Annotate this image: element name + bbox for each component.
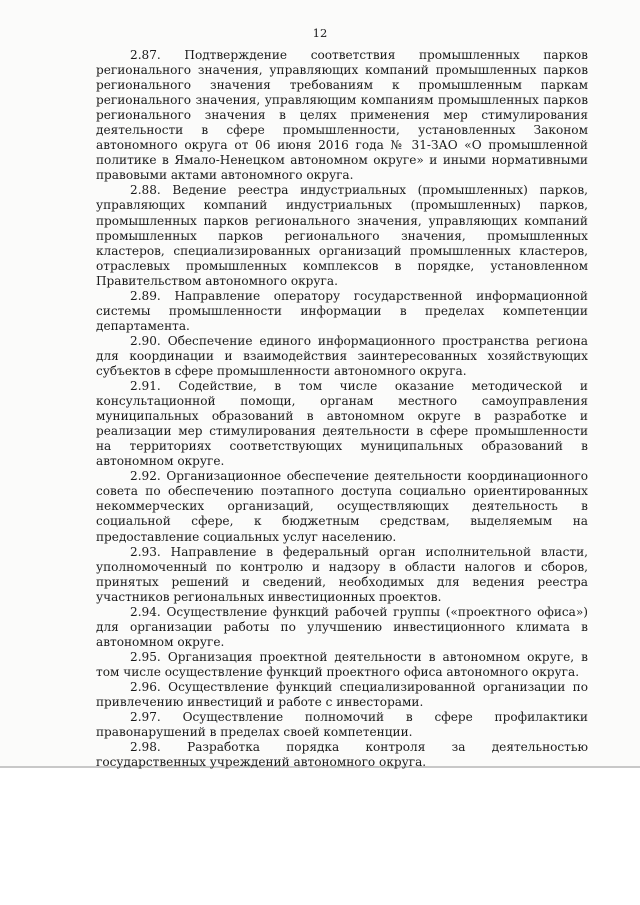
paragraph-number: 2.92. bbox=[130, 469, 161, 484]
paragraph-2-90 bbox=[96, 334, 588, 379]
paragraph-text: Организационное обеспечение деятельности координационного совета по обеспечению поэтапного доступа социально ориентированных некоммерческих организаций, осуществляющих деятельность в социальной сфере, к бюджетным средствам, выделяемым на предоставление социальных услуг населению. bbox=[96, 469, 588, 544]
paragraph-text: Ведение реестра индустриальных (промышленных) парков, управляющих компаний индустриальных (промышленных) парков, промышленных парков регионального значения, управляющих компаний промышленных парков регионального значения, промышленных кластеров, специализированных организаций промышленных кластеров, отраслевых промышленных комплексов в порядке, установленном Правительством автономного округа. bbox=[96, 183, 588, 288]
paragraph-2-96 bbox=[96, 680, 588, 710]
document-body bbox=[96, 48, 588, 770]
paragraph-text: Организация проектной деятельности в автономном округе, в том числе осуществление функций проектного офиса автономного округа. bbox=[96, 649, 588, 679]
paragraph-text: Осуществление функций рабочей группы («проектного офиса») для организации работы по улучшению инвестиционного климата в автономном округе. bbox=[96, 604, 588, 649]
paragraph-number: 2.87. bbox=[130, 48, 161, 62]
paragraph-2-95 bbox=[96, 650, 588, 680]
page-number: 12 bbox=[312, 26, 328, 40]
paragraph-text: Направление в федеральный орган исполнительной власти, уполномоченный по контролю и надзору в области налогов и сборов, принятых решений и сведений, необходимых для ведения реестра участников региональных инвестиционных проектов. bbox=[96, 544, 588, 604]
paragraph-2-87 bbox=[96, 48, 588, 183]
paragraph-number: 2.95. bbox=[130, 649, 161, 664]
paragraph-text: Разработка порядка контроля за деятельностью государственных учреждений автономного округа. bbox=[96, 740, 588, 770]
paragraph-2-93 bbox=[96, 545, 588, 605]
paragraph-number: 2.88. bbox=[130, 183, 161, 198]
paragraph-text: Содействие, в том числе оказание методической и консультационной помощи, органам местного самоуправления муниципальных образований в автономном округе в разработке и реализации мер стимулирования деятельности в сфере промышленности на территориях соответствующих муниципальных образований в автономном округе. bbox=[96, 379, 588, 469]
paragraph-number: 2.90. bbox=[130, 333, 161, 348]
paragraph-text: Подтверждение соответствия промышленных парков регионального значения, управляющих компаний промышленных парков регионального значения требованиям к промышленным паркам регионального значения, управляющим компаниям промышленных парков регионального значения в целях применения мер стимулирования деятельности в сфере промышленности, установленных Законом автономного округа от 06 июня 2016 года № 31-ЗАО «О промышленной политике в Ямало-Ненецком автономном округе» и иными нормативными правовыми актами автономного округа. bbox=[96, 48, 588, 183]
paragraph-number: 2.97. bbox=[130, 710, 161, 725]
paragraph-text: Осуществление полномочий в сфере профилактики правонарушений в пределах своей компетенции. bbox=[96, 710, 588, 740]
paragraph-text: Направление оператору государственной информационной системы промышленности информации в пределах компетенции департамента. bbox=[96, 288, 588, 333]
paragraph-number: 2.91. bbox=[130, 379, 161, 394]
paragraph-2-94 bbox=[96, 605, 588, 650]
paragraph-2-88 bbox=[96, 183, 588, 288]
paragraph-text: Осуществление функций специализированной организации по привлечению инвестиций и работе с инвесторами. bbox=[96, 679, 588, 710]
paragraph-2-89 bbox=[96, 289, 588, 334]
paragraph-number: 2.93. bbox=[130, 544, 161, 559]
paragraph-number: 2.94. bbox=[130, 604, 161, 619]
paragraph-2-98 bbox=[96, 740, 588, 770]
paragraph-text: Обеспечение единого информационного пространства региона для координации и взаимодействия заинтересованных хозяйствующих субъектов в сфере промышленности автономного округа. bbox=[96, 333, 588, 378]
paragraph-2-92 bbox=[96, 469, 588, 544]
paragraph-number: 2.98. bbox=[130, 740, 161, 755]
paragraph-number: 2.96. bbox=[130, 679, 161, 694]
paragraph-2-97 bbox=[96, 710, 588, 740]
paragraph-2-91 bbox=[96, 379, 588, 469]
paragraph-number: 2.89. bbox=[130, 288, 161, 303]
